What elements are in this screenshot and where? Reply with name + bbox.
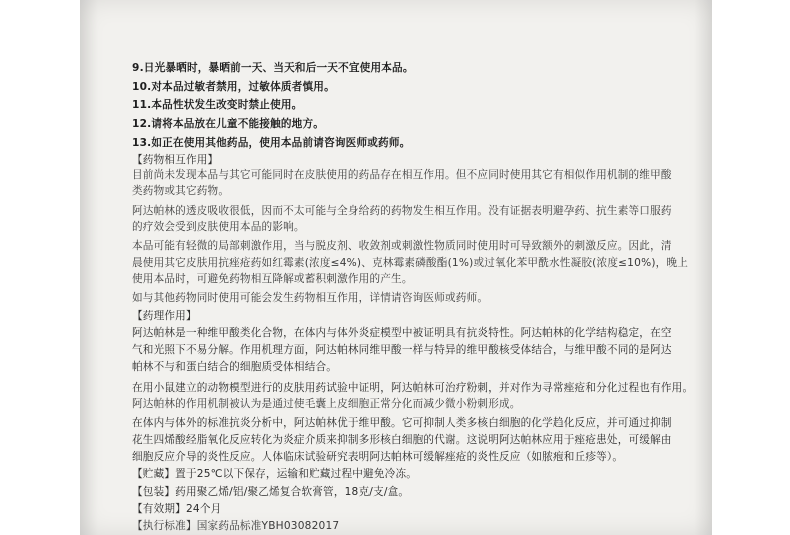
section-header-interactions: 【药物相互作用】	[132, 154, 219, 166]
precaution-item-11: 11.本品性状发生改变时禁止使用。	[132, 99, 303, 111]
interactions-line: 目前尚未发现本品与其它可能同时在皮肤使用的药品存在相互作用。但不应同时使用其它有相似作用机制的维甲酸	[132, 169, 672, 181]
leaflet-page	[80, 0, 712, 535]
pharmacology-line: 花生四烯酸经脂氧化反应转化为炎症介质来抑制多形核白细胞的代谢。这说明阿达帕林应用于痤疮患处，可缓解由	[132, 434, 672, 446]
pharmacology-line: 阿达帕林的作用机制被认为是通过使毛囊上皮细胞正常分化而减少微小粉刺形成。	[132, 398, 521, 410]
pharmacology-line: 帕林不与和蛋白结合的细胞质受体相结合。	[132, 361, 338, 373]
pharmacology-line: 细胞反应介导的炎性反应。人体临床试验研究表明阿达帕林可缓解痤疮的炎性反应（如脓疱和丘疹等）。	[132, 451, 624, 463]
section-header-pharmacology: 【药理作用】	[132, 310, 197, 322]
pharmacology-line: 在体内与体外的标准抗炎分析中，阿达帕林优于维甲酸。它可抑制人类多核白细胞的化学趋化反应，并可通过抑制	[132, 417, 672, 429]
interactions-line: 阿达帕林的透皮吸收很低，因而不太可能与全身给药的药物发生相互作用。没有证据表明避孕药、抗生素等口服药	[132, 205, 672, 217]
interactions-line: 晨使用其它皮肤用抗痤疮药如红霉素(浓度≤4%)、克林霉素磷酸酯(1%)或过氧化苯甲酰水性凝胶(浓度≤10%)，晚上	[132, 257, 689, 269]
precaution-item-10: 10.对本品过敏者禁用，过敏体质者慎用。	[132, 81, 335, 93]
interactions-line: 本品可能有轻微的局部刺激作用，当与脱皮剂、收敛剂或刺激性物质同时使用时可导致额外的刺激反应。因此，清	[132, 240, 672, 252]
precaution-item-9: 9.日光暴晒时，暴晒前一天、当天和后一天不宜使用本品。	[132, 62, 414, 74]
package-section: 【包装】药用聚乙烯/铝/聚乙烯复合软膏管，18克/支/盒。	[132, 486, 410, 498]
interactions-line: 如与其他药物同时使用可能会发生药物相互作用，详情请咨询医师或药师。	[132, 292, 489, 304]
pharmacology-line: 在用小鼠建立的动物模型进行的皮肤用药试验中证明，阿达帕林可治疗粉刺，并对作为寻常痤疮和分化过程也有作用。	[132, 382, 694, 394]
page-shadow-left	[80, 0, 98, 535]
standard-section: 【执行标准】国家药品标准YBH03082017	[132, 520, 340, 532]
precaution-item-12: 12.请将本品放在儿童不能接触的地方。	[132, 118, 325, 130]
pharmacology-line: 阿达帕林是一种维甲酸类化合物，在体内与体外炎症模型中被证明具有抗炎特性。阿达帕林的化学结构稳定，在空	[132, 327, 672, 339]
validity-section: 【有效期】24个月	[132, 503, 222, 515]
interactions-line: 的疗效会受到皮肤使用本品的影响。	[132, 221, 305, 233]
storage-section: 【贮藏】置于25℃以下保存，运输和贮藏过程中避免冷冻。	[132, 468, 418, 480]
page-shadow-right	[694, 0, 712, 535]
precaution-item-13: 13.如正在使用其他药品，使用本品前请咨询医师或药师。	[132, 137, 411, 149]
interactions-line: 使用本品时，可避免药物相互降解或蓄积刺激作用的产生。	[132, 273, 413, 285]
interactions-line: 类药物或其它药物。	[132, 185, 230, 197]
pharmacology-line: 气和光照下不易分解。作用机理方面，阿达帕林同维甲酸一样与特异的维甲酸核受体结合，与维甲酸不同的是阿达	[132, 344, 672, 356]
